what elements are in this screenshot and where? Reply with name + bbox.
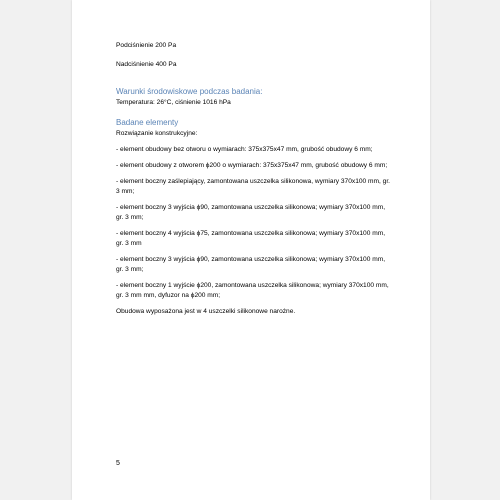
page-content — [116, 41, 391, 317]
tested-element-item: - element boczny zaślepiający, zamontowana uszczelka silikonowa, wymiary 370x100 mm, gr. 3 mm; — [116, 178, 391, 195]
tested-elements-heading: Badane elementy — [116, 118, 179, 127]
tested-element-item: - element obudowy bez otworu o wymiarach: 375x375x47 mm, grubość obudowy 6 mm; — [116, 146, 373, 153]
tested-element-item: - element boczny 3 wyjścia ϕ90, zamontowana uszczelka silikonowa; wymiary 370x100 mm, gr. 3 mm; — [116, 256, 386, 273]
tested-element-item: - element boczny 1 wyjście ϕ200, zamontowana uszczelka silikonowa; wymiary 370x100 mm, gr. 3 mm mm, dyfuzor na ϕ200 mm; — [116, 282, 389, 299]
closing-note: Obudowa wyposażona jest w 4 uszczelki silikonowe narożne. — [116, 308, 296, 315]
page-number: 5 — [116, 460, 120, 467]
document-page — [72, 0, 430, 500]
environment-text: Temperatura: 26°C, ciśnienie 1016 hPa — [116, 99, 231, 106]
tested-element-item: - element obudowy z otworem ϕ200 o wymiarach: 375x375x47 mm, grubość obudowy 6 mm; — [116, 162, 388, 169]
positive-pressure-text: Nadciśnienie 400 Pa — [116, 61, 177, 68]
negative-pressure-text: Podciśnienie 200 Pa — [116, 42, 177, 49]
environment-heading: Warunki środowiskowe podczas badania: — [116, 87, 263, 96]
construction-solution-label: Rozwiązanie konstrukcyjne: — [116, 130, 198, 137]
tested-element-item: - element boczny 3 wyjścia ϕ90, zamontowana uszczelka silikonowa; wymiary 370x100 mm, gr. 3 mm; — [116, 204, 386, 221]
tested-element-item: - element boczny 4 wyjścia ϕ75, zamontowana uszczelka silikonowa; wymiary 370x100 mm, gr. 3 mm — [116, 230, 386, 247]
